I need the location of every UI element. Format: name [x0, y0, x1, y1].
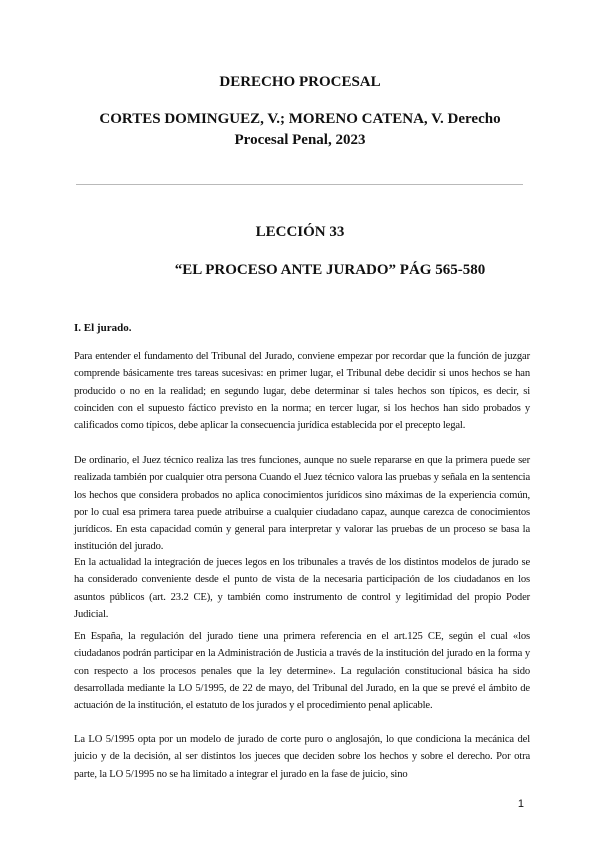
lesson-number: LECCIÓN 33: [255, 224, 345, 240]
lesson-title: “EL PROCESO ANTE JURADO” PÁG 565-580: [174, 262, 486, 278]
document-subject: DERECHO PROCESAL: [219, 74, 381, 90]
body-paragraph: En España, la regulación del jurado tiene una primera referencia en el art.125 CE, según el cual «los ciudadanos podrán participar en la Administración de Justicia a través de la institución del jurado en la forma y con respecto a los procesos penales que la ley determine». La regulación constitucional básica ha sido desarrollada mediante la LO 5/1995, de 22 de mayo, del Tribunal del Jurado, en la que se prevé el ámbito de actuación de la institución, el estatuto de los jurados y el procedimiento penal aplicable.: [74, 631, 530, 712]
page-number: 1: [517, 798, 524, 810]
body-paragraph: La LO 5/1995 opta por un modelo de jurado de corte puro o anglosajón, lo que condiciona la mecánica del juicio y de la decisión, al ser distintos los jueces que deciden sobre los hechos y sobre el derecho. Por otra parte, la LO 5/1995 no se ha limitado a integrar el jurado en la fase de juicio, sino: [74, 734, 530, 780]
body-paragraph: En la actualidad la integración de jueces legos en los tribunales a través de los distintos modelos de jurado se ha considerado conveniente desde el punto de vista de la necesaria participación de los ciudadanos en los asuntos públicos (art. 23.2 CE), y también como instrumento de control y legitimidad del propio Poder Judicial.: [74, 557, 530, 620]
section-heading: I. El jurado.: [74, 322, 132, 334]
bibliographic-reference: CORTES DOMINGUEZ, V.; MORENO CATENA, V. Derecho Procesal Penal, 2023: [99, 111, 501, 148]
horizontal-divider: [76, 184, 523, 185]
body-paragraph: Para entender el fundamento del Tribunal del Jurado, conviene empezar por recordar que la función de juzgar comprende básicamente tres tareas sucesivas: en primer lugar, el Tribunal debe decidir si unos hechos se han producido o no en la realidad; en segundo lugar, debe determinar si tales hechos son típicos, es decir, si coinciden con el supuesto fáctico previsto en la norma; en tercer lugar, si los hechos han sido probados y calificados como típicos, debe aplicar la consecuencia jurídica establecida por el precepto legal.: [74, 351, 530, 432]
body-paragraph: De ordinario, el Juez técnico realiza las tres funciones, aunque no suele repararse en que la primera puede ser realizada también por cualquier otra persona Cuando el Juez técnico valora las pruebas y señala en la sentencia los hechos que considera probados no aplica conocimientos jurídicos sino máximas de la experiencia común, por lo cual esa primera tarea puede atribuirse a cualquier ciudadano capaz, aunque carezca de conocimientos jurídicos. En esta capacidad común y general para interpretar y valorar las pruebas de un proceso se basa la institución del jurado.: [74, 455, 530, 553]
